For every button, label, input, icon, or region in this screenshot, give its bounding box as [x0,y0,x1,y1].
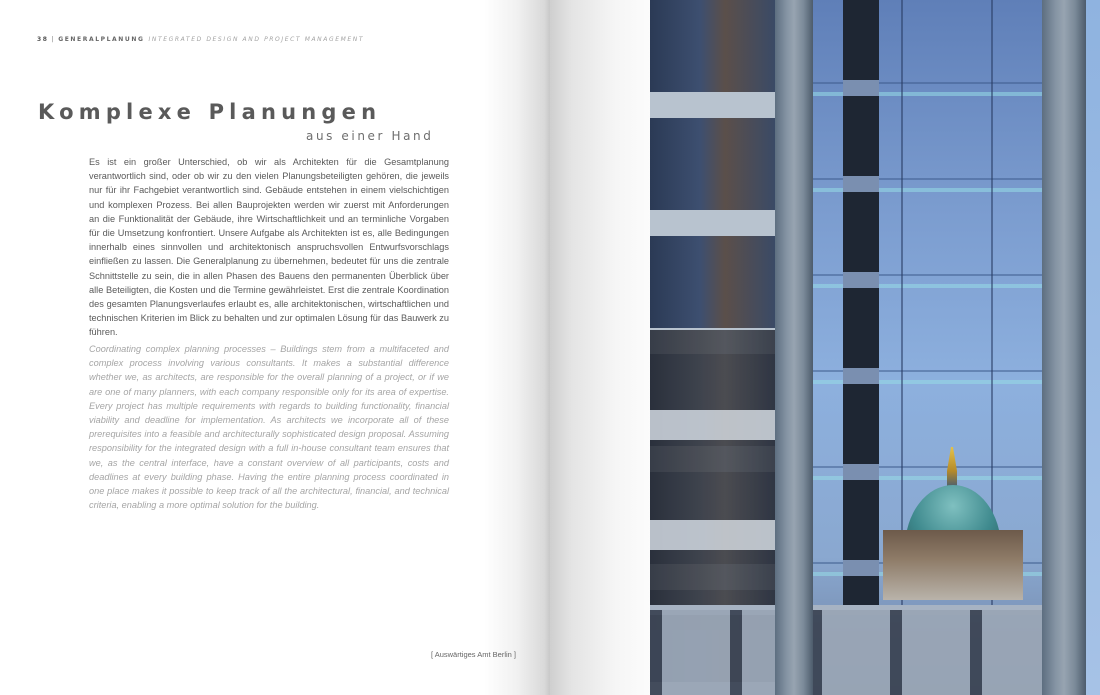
page-subtitle: aus einer Hand [306,129,434,143]
body-text-english: Coordinating complex planning processes – Buildings stem from a multifaceted and complex process involving various consultants. It makes a substantial difference whether we, as architects, are responsible for the overall planning of a project, or if we are one of many planners, with each company responsible only for its area of expertise. Every project has multiple requirements with regards to building functionality, financial viability and deadline for implementation. As architects we incorporate all of these prerequisites into a feasible and architecturally sophisticated design proposal. Assuming responsibility for the integrated design with a full in-house consultant team ensures that we, as the central interface, have a constant overview of all participants, costs and deadlines at every building phase. Having the entire planning process coordinated in one place makes it possible to keep track of all the architectural, financial, and technical criteria, enabling a more optimal solution for the building. [89,344,449,511]
photo-caption: [ Auswärtiges Amt Berlin ] [430,650,516,659]
section-subtitle: INTEGRATED DESIGN AND PROJECT MANAGEMENT [148,36,365,43]
photo-dome-reflection [883,485,1023,600]
building-photo [650,0,1100,695]
photo-base [650,610,1100,695]
photo-left-building-lower [650,330,775,630]
running-head [37,36,364,43]
running-head-separator: | [51,36,56,43]
photo-column-left [775,0,813,695]
body-text-german: Es ist ein großer Unterschied, ob wir als Architekten für die Gesamtplanung verantwortlich sind, oder ob wir zu den vielen Planungsbeteiligten gehören, die jeweils nur für ihr Fachgebiet verantwortlich sind. Gebäude entstehen in einem vielschichtigen und komplexen Prozess. Bei allen Bauprojekten werden wir zuerst mit Anforderungen an die Funktionalität der Gebäude, ihre Wirtschaftlichkeit und an terminliche Vorgaben für die Umsetzung konfrontiert. Unsere Aufgabe als Architekten ist es, alle Bedingungen innerhalb eines sinnvollen und architektonisch anspruchsvollen Entwurfsvorschlags einfließen zu lassen. Die Generalplanung zu übernehmen, bedeutet für uns die zentrale Schnittstelle zu sein, die in allen Phasen des Bauens den permanenten Überblick über alle Beteiligten, die Kosten und die Termine gewährleistet. Erst die zentrale Koordination des gesamten Planungsverlaufes erlaubt es, alle architektonischen, wirtschaftlichen und technischen Kriterien im Blick zu behalten und zur optimalen Lösung für das Bauwerk zu führen. [89,157,449,338]
dome-drum [883,530,1023,600]
photo-column-right [1042,0,1086,695]
page-number: 38 [37,36,49,43]
page-title: Komplexe Planungen [38,100,382,124]
photo-right-glass [1086,0,1100,695]
right-page [550,0,1100,695]
photo-dark-bay [843,0,879,610]
section-name: GENERALPLANUNG [58,36,145,43]
